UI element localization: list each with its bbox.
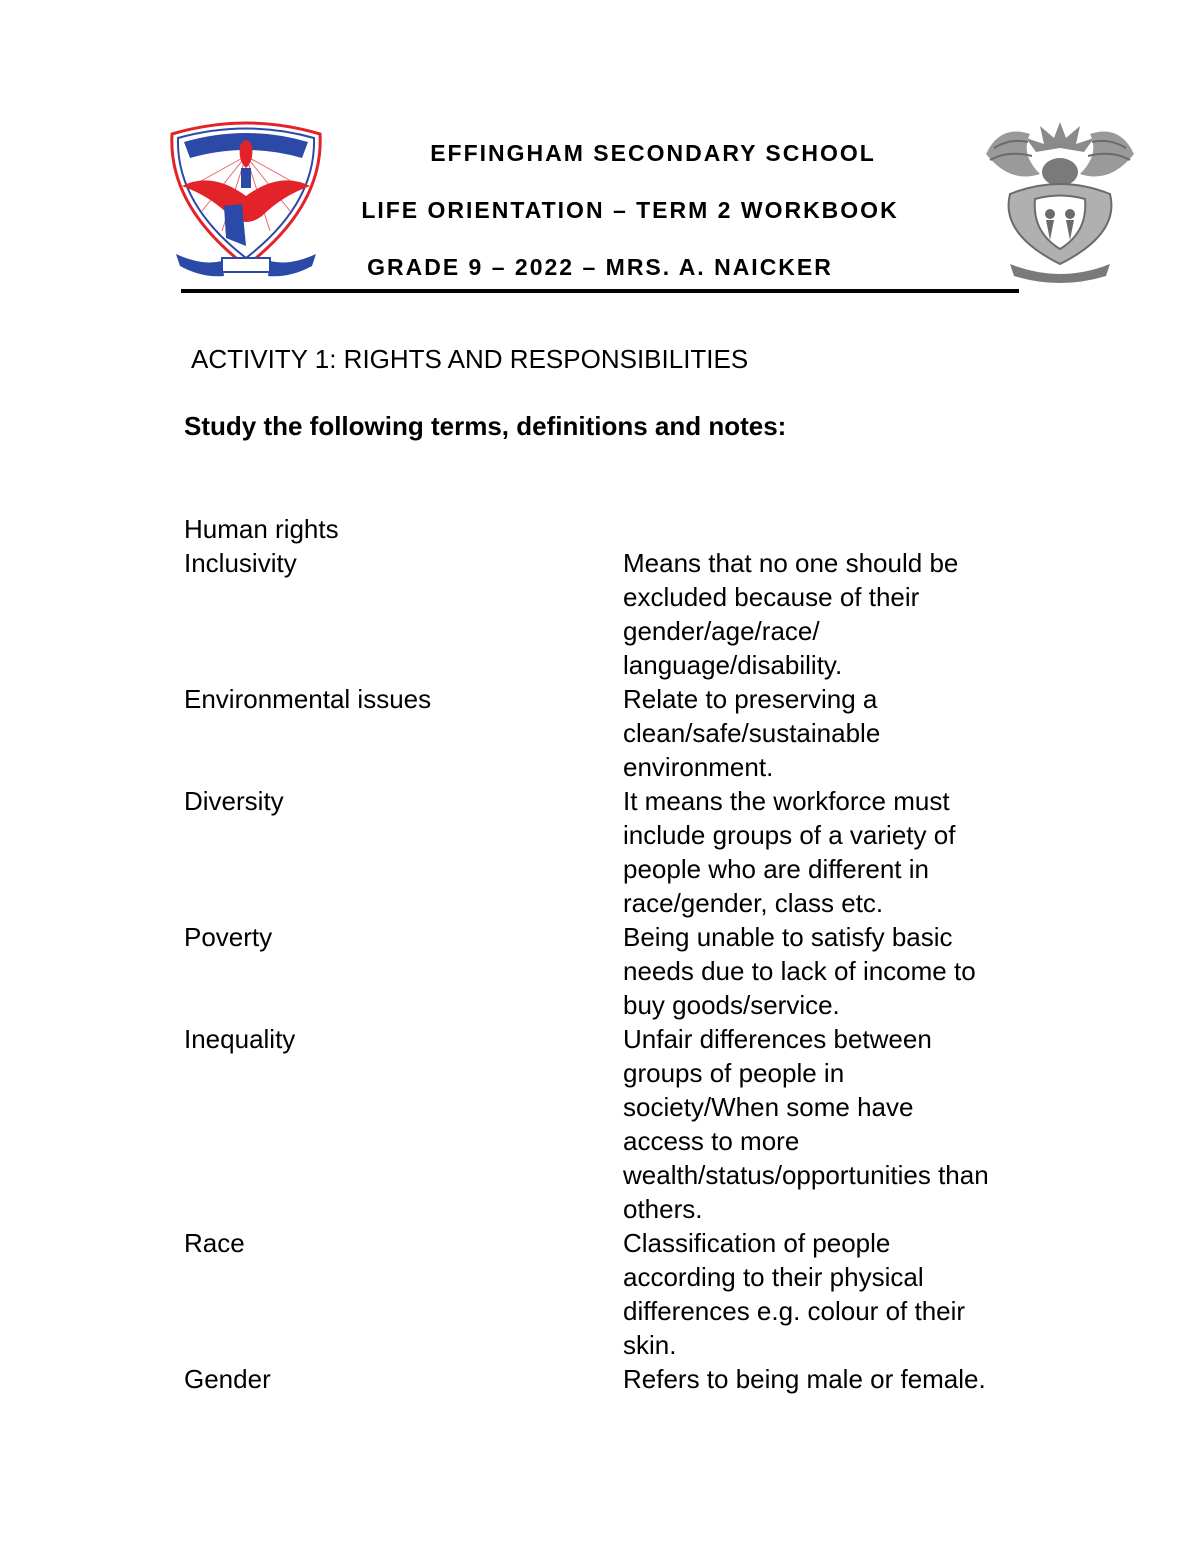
term-name: Inequality [184,1024,296,1054]
term-name: Gender [184,1364,271,1394]
term-definition: Classification of people according to their physical differences e.g. colour of their skin. [623,1228,966,1360]
term-row [184,512,1064,546]
term-name: Diversity [184,786,284,816]
term-definition: Being unable to satisfy basic needs due to lack of income to buy goods/service. [623,922,976,1020]
activity-title: ACTIVITY 1: RIGHTS AND RESPONSIBILITIES [191,344,749,374]
term-row [184,1022,1064,1226]
term-definition: Refers to being male or female. [623,1364,986,1394]
term-row [184,920,1064,1022]
term-name: Poverty [184,922,273,952]
term-row [184,682,1064,784]
term-row [184,784,1064,920]
term-definition [623,512,1064,546]
grade-line: GRADE 9 – 2022 – MRS. A. NAICKER [367,254,833,280]
terms-list [184,512,1064,1396]
term-name: Environmental issues [184,684,432,714]
term-definition: It means the workforce must include groups of a variety of people who are different in race/gender, class etc. [623,786,956,918]
instruction-text: Study the following terms, definitions and notes: [184,411,787,441]
school-name: EFFINGHAM SECONDARY SCHOOL [430,140,876,166]
workbook-title: LIFE ORIENTATION – TERM 2 WORKBOOK [361,197,899,223]
term-row [184,1362,1064,1396]
term-name: Inclusivity [184,548,297,578]
term-definition: Means that no one should be excluded because of their gender/age/race/ language/disability. [623,548,959,680]
term-definition: Unfair differences between groups of people in society/When some have access to more wealth/status/opportunities than others. [623,1024,989,1224]
term-name: Race [184,1228,245,1258]
term-row [184,546,1064,682]
term-definition: Relate to preserving a clean/safe/sustainable environment. [623,684,881,782]
term-name: Human rights [184,514,339,544]
header-divider [181,289,1019,293]
term-row [184,1226,1064,1362]
